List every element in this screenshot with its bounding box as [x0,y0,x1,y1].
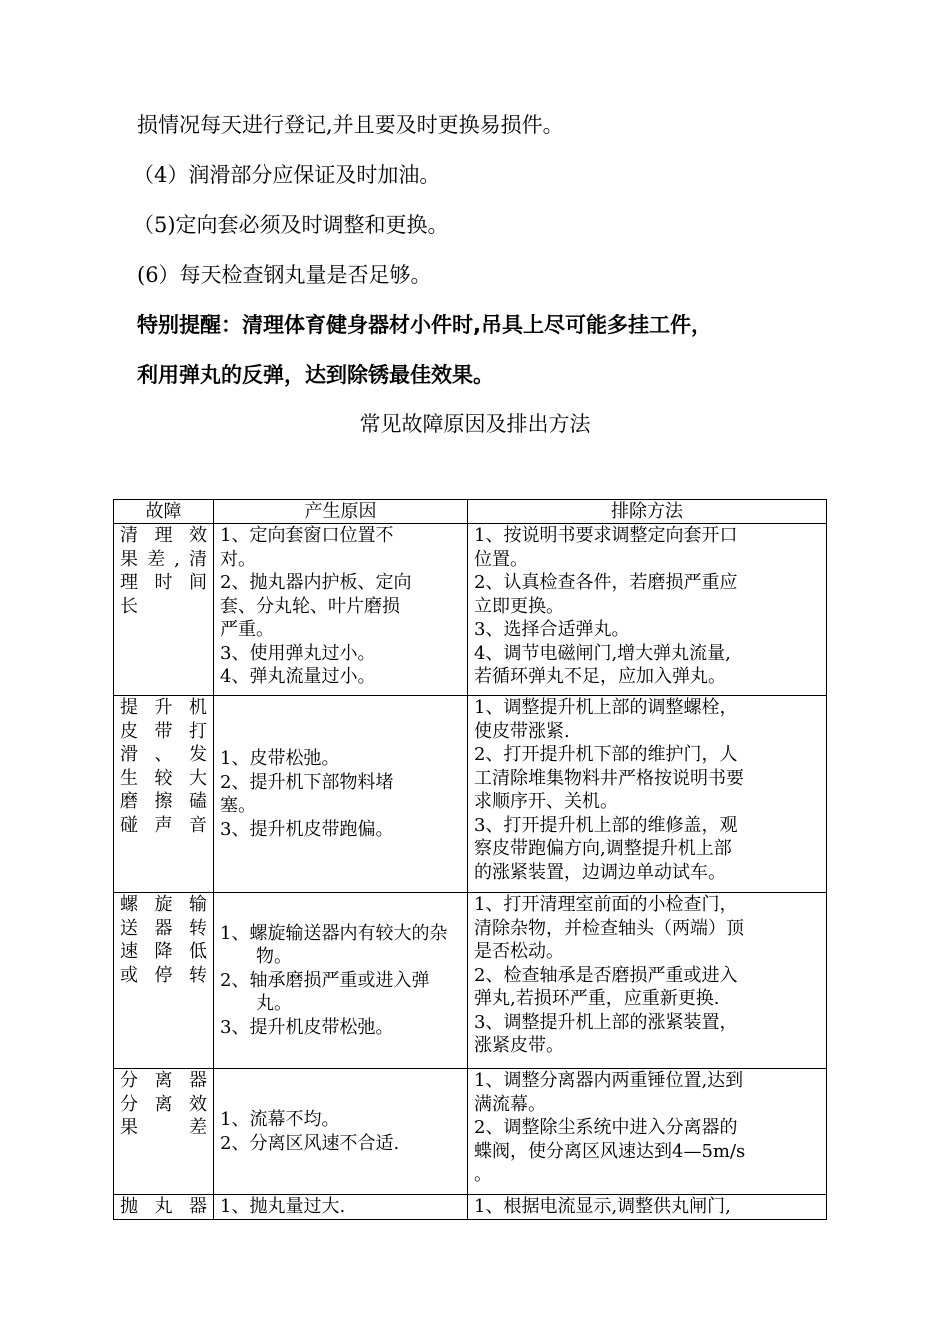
table-header-row [114,500,827,524]
cause-line: 2、轴承磨损严重或进入弹丸。 [220,969,430,1015]
cause-line: 2、提升机下部物料堵 [220,771,394,793]
fault-line: 滑 、 发 [120,744,207,765]
remedy-cell [468,1195,827,1220]
cause-line: 套、分丸轮、叶片磨损 [220,595,400,617]
remedy-line: 2、检查轴承是否磨损严重或进入 [474,964,738,986]
cause-line: 3、提升机皮带跑偏。 [220,818,394,840]
fault-line: 或停转 [120,964,207,986]
cause-cell [214,524,468,696]
remedy-line: 3、调整提升机上部的涨紧装置， [474,1011,738,1033]
remedy-line: 的涨紧装置，边调边单动试车。 [474,861,726,883]
fault-cell [114,696,214,893]
cause-line: 2、抛丸器内护板、定向 [220,572,412,593]
fault-line: 果差,清 [120,548,207,570]
remedy-line: 满流幕。 [474,1093,546,1115]
fault-line: 抛 丸 器 [120,1196,207,1217]
fault-line: 果差 [120,1117,207,1138]
remedy-line: 2、打开提升机下部的维护门，人 [474,744,738,765]
remedy-line: 1、调整提升机上部的调整螺栓， [474,697,738,718]
cause-line: 1、螺旋输送器内有较大的杂物。 [220,922,448,968]
table-row [114,893,827,1069]
remedy-line: 蝶阀，使分离区风速达到4—5m/s [474,1140,746,1162]
table-row [114,1195,827,1220]
cause-line: 1、皮带松弛。 [220,748,340,769]
fault-line: 生 较 大 [120,767,207,789]
table-row [114,1069,827,1195]
header-remedy: 排除方法 [468,500,827,524]
fault-line: 螺 旋 输 [120,894,207,915]
header-cause: 产生原因 [214,500,468,524]
remedy-line: 是否松动。 [474,941,564,962]
remedy-line: 4、调节电磁闸门,增大弹丸流量, [474,642,731,664]
fault-line: 理 时 间 [120,572,207,593]
fault-line: 磨 擦 磕 [120,791,207,812]
cause-line: 3、使用弹丸过小。 [220,642,376,664]
fault-cell [114,1069,214,1195]
reminder-line-2: 利用弹丸的反弹，达到除锈最佳效果。 [137,363,494,387]
fault-line: 提 升 机 [120,697,207,718]
remedy-line: 。 [474,1164,492,1185]
cause-line: 4、弹丸流量过小。 [220,666,376,687]
paragraph-1: 损情况每天进行登记,并且要及时更换易损件。 [137,113,564,137]
remedy-cell [468,524,827,696]
remedy-line: 工清除堆集物料井严格按说明书要 [474,767,744,789]
fault-cell [114,1195,214,1220]
table-title: 常见故障原因及排出方法 [359,412,591,436]
remedy-line: 察皮带跑偏方向,调整提升机上部 [474,838,732,859]
remedy-line: 1、按说明书要求调整定向套开口 [474,525,738,546]
remedy-cell [468,696,827,893]
cause-line: 2、分离区风速不合适. [220,1132,400,1154]
remedy-line: 3、选择合适弹丸。 [474,619,630,640]
fault-line: 皮 带 打 [120,720,207,742]
remedy-line: 若循环弹丸不足，应加入弹丸。 [474,666,726,687]
fault-line: 分 离 器 [120,1070,207,1091]
fault-cell [114,524,214,696]
remedy-cell [468,893,827,1069]
remedy-line: 1、根据电流显示,调整供丸闸门, [474,1196,731,1217]
cause-line: 1、定向套窗口位置不 [220,525,394,546]
remedy-line: 清除杂物，并检查轴头（两端）顶 [474,917,744,939]
paragraph-3: （5)定向套必须及时调整和更换。 [133,213,449,237]
cause-line: 对。 [220,548,256,570]
cause-cell [214,1069,468,1195]
remedy-line: 立即更换。 [474,595,564,617]
cause-line: 1、流幕不均。 [220,1109,340,1130]
table-row [114,524,827,696]
remedy-line: 求顺序开、关机。 [474,791,618,812]
cause-line: 1、抛丸量过大. [220,1196,346,1217]
header-fault: 故障 [114,500,214,524]
cause-cell [214,1195,468,1220]
remedy-line: 2、认真检查各件，若磨损严重应 [474,572,738,593]
fault-line: 清 理 效 [120,525,207,546]
fault-cell [114,893,214,1069]
cause-line: 塞。 [220,795,256,816]
remedy-cell [468,1069,827,1195]
paragraph-4: (6）每天检查钢丸量是否足够。 [137,263,432,287]
fault-line: 送 器 转 [120,917,207,939]
cause-cell [214,893,468,1069]
remedy-line: 3、打开提升机上部的维修盖，观 [474,814,738,836]
remedy-line: 1、打开清理室前面的小检查门， [474,894,738,915]
fault-table [113,499,827,1220]
remedy-line: 2、调整除尘系统中进入分离器的 [474,1117,738,1138]
remedy-line: 弹丸,若损环严重，应重新更换. [474,988,720,1009]
cause-line: 3、提升机皮带松弛。 [220,1016,394,1038]
reminder-line-1: 特别提醒：清理体育健身器材小件时,吊具上尽可能多挂工件， [137,313,712,337]
table-row [114,696,827,893]
fault-line: 长 [120,595,138,617]
remedy-line: 涨紧皮带。 [474,1035,564,1056]
fault-line: 速 降 低 [120,941,207,962]
paragraph-2: （4）润滑部分应保证及时加油。 [133,163,441,187]
fault-line: 分 离 效 [120,1093,207,1115]
cause-line: 严重。 [220,619,274,640]
remedy-line: 位置。 [474,548,528,570]
cause-cell [214,696,468,893]
fault-line: 碰声音 [120,814,207,836]
remedy-line: 使皮带涨紧. [474,720,570,742]
remedy-line: 1、调整分离器内两重锤位置,达到 [474,1070,744,1091]
